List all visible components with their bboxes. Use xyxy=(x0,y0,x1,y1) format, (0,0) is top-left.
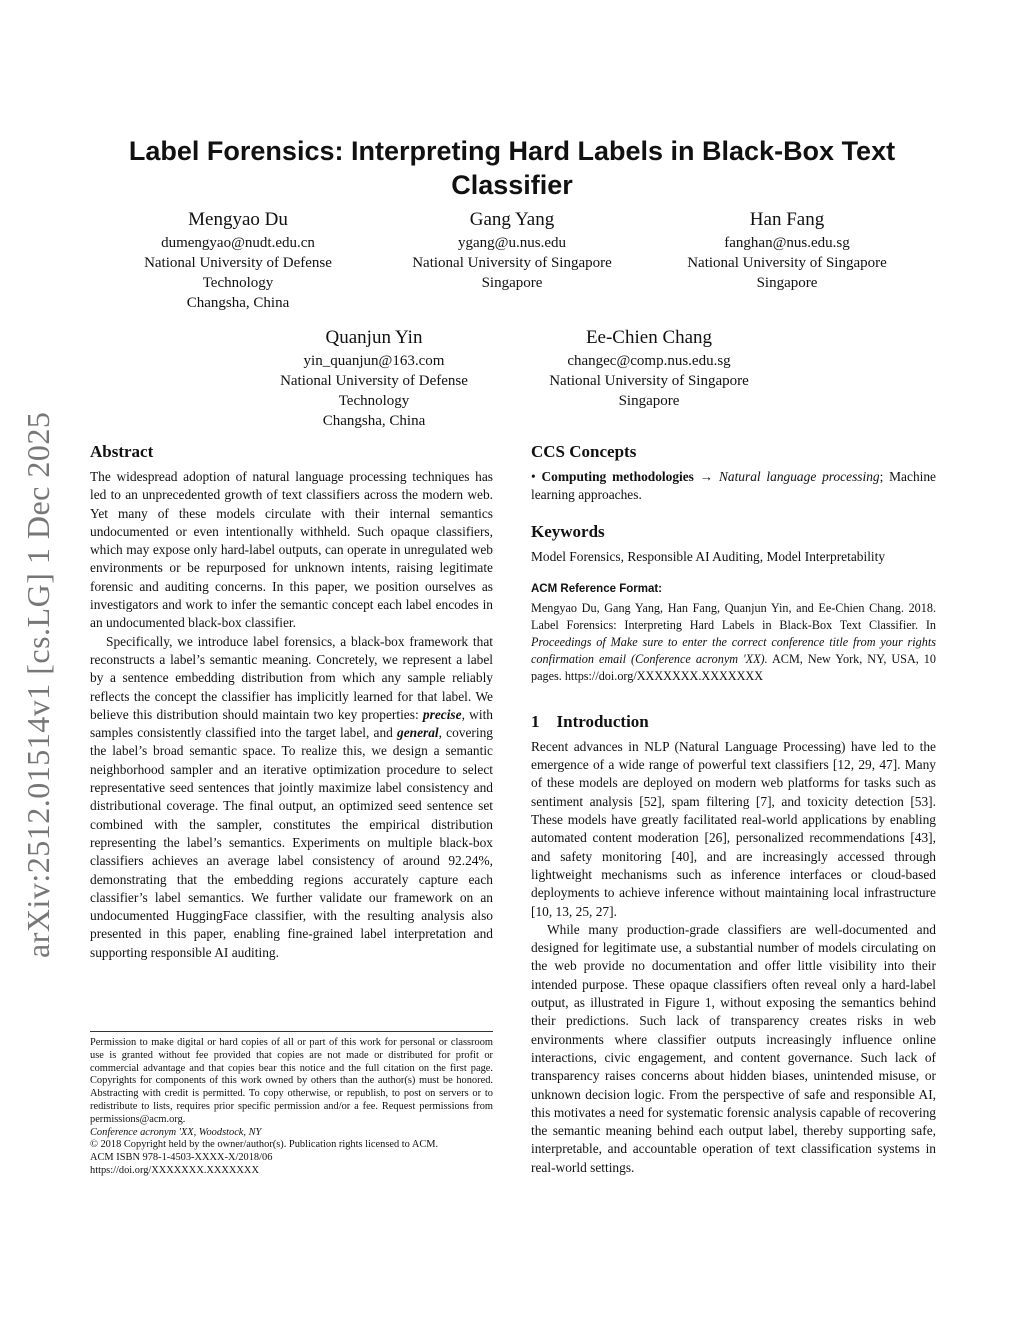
author-affiliation: National University of Singapore xyxy=(687,255,887,271)
bullet: • xyxy=(531,469,542,484)
reference-text xyxy=(531,600,936,685)
author-location: Singapore xyxy=(481,275,543,291)
author-block xyxy=(530,326,768,411)
reference-section xyxy=(531,582,936,685)
author-block xyxy=(258,326,490,431)
author-affiliation: National University of Defense Technology xyxy=(280,373,468,409)
reference-proceedings: Proceedings of Make sure to enter the correct conference title from your rights confirmation email (Conference acronym 'XX). xyxy=(531,634,936,666)
keywords-section xyxy=(531,521,936,566)
author-email: fanghan@nus.edu.sg xyxy=(724,235,850,251)
abstract-heading: Abstract xyxy=(90,442,154,461)
author-email: dumengyao@nudt.edu.cn xyxy=(161,235,315,251)
conference-line xyxy=(90,1127,493,1140)
introduction-heading: 1 Introduction xyxy=(531,711,649,731)
author-block xyxy=(668,208,906,293)
author-location: Singapore xyxy=(756,275,818,291)
reference-heading: ACM Reference Format: xyxy=(531,582,662,595)
author-location: Changsha, China xyxy=(186,295,290,311)
copyright-footnote xyxy=(90,1031,493,1178)
abstract-text: , with samples consistently classified into the target label, and xyxy=(90,706,493,741)
author-name: Quanjun Yin xyxy=(325,327,423,348)
emphasis-general: general xyxy=(397,725,439,741)
abstract-text: Specifically, we introduce label forensics, a black-box framework that reconstructs a label’s semantic meaning. Concretely, we represent a label by a sentence embedding distribution from which any sample reliably reflects the concept the classifier has implicitly learned for that label. We believe this distribution should maintain two key properties: xyxy=(90,633,493,722)
left-column xyxy=(90,441,493,962)
isbn-line: ACM ISBN 978-1-4503-XXXX-X/2018/06 xyxy=(90,1152,273,1164)
permission-notice: Permission to make digital or hard copies of all or part of this work for personal or classroom use is granted without fee provided that copies are not made or distributed for profit or commercial advantage and that copies bear this notice and the full citation on the first page. Copyrights for components of this work owned by others than the author(s) must be honored. Abstracting with credit is permitted. To copy otherwise, or republish, to post on servers or to redistribute to lists, requires prior specific permission and/or a fee. Request permissions from permissions@acm.org. xyxy=(90,1037,493,1125)
ccs-subcategory: Natural language processing xyxy=(718,469,880,484)
ccs-section xyxy=(531,441,936,505)
author-email: changec@comp.nus.edu.sg xyxy=(567,353,731,369)
right-column xyxy=(531,441,936,1177)
conference-name: Conference acronym 'XX, Woodstock, NY xyxy=(90,1126,262,1138)
keywords-heading: Keywords xyxy=(531,521,605,541)
keywords-text: Model Forensics, Responsible AI Auditing, Model Interpretability xyxy=(531,548,886,564)
intro-paragraph: While many production-grade classifiers are well-documented and designed for legitimate use, a substantial number of models circulating on the web provide no documentation and offer little visibility into their intended purpose. These opaque classifiers often reveal only a hard-label output, as illustrated in Figure 1, without exposing the semantics behind their predictions. Such lack of transparency creates risks in web environments where classifier outputs increasingly influence online interactions, civic engagement, and content governance. Such lack of transparency raises concerns about hidden biases, unintended misuse, or unknown decision logic. From the perspective of safe and responsible AI, this motivates a need for systematic forensic analysis capable of recovering the semantic meaning behind each output label, thereby supporting safe, interpretable, and accountable operation of text classification systems in real-world settings. xyxy=(531,921,936,1175)
author-affiliation: National University of Defense Technology xyxy=(144,255,332,291)
abstract-text: , covering the label’s broad semantic space. To realize this, we design a semantic neighborhood sampler and an iterative optimization procedure to select representative seed sentences that jointly maximize label consistency and distributional coverage. The final output, an optimized seed sentence set combined with the sampler, constitutes the empirical distribution representing the label’s semantics. Experiments on multiple black-box classifiers achieves an average label consistency of around 92.24%, demonstrating that the embedding regions accurately capture each classifier’s label semantics. We further validate our framework on an undocumented HuggingFace classifier, with the resulting analysis also presented in this paper, enabling fine-grained label interpretation and supporting responsible AI auditing. xyxy=(90,725,493,960)
author-block xyxy=(120,208,356,313)
arxiv-stamp: arXiv:2512.01514v1 [cs.LG] 1 Dec 2025 xyxy=(20,411,56,958)
author-location: Singapore xyxy=(618,393,680,409)
abstract-paragraph xyxy=(90,633,493,962)
author-affiliation: National University of Singapore xyxy=(549,373,749,389)
reference-part: ACM, New York, NY, USA, 10 pages. https://doi.org/XXXXXXX.XXXXXXX xyxy=(531,651,936,683)
author-name: Mengyao Du xyxy=(188,209,288,230)
author-name: Gang Yang xyxy=(469,209,555,230)
doi-line: https://doi.org/XXXXXXX.XXXXXXX xyxy=(90,1164,259,1176)
author-location: Changsha, China xyxy=(322,413,426,429)
author-block xyxy=(396,208,628,293)
ccs-text xyxy=(531,468,936,505)
paper-title: Label Forensics: Interpreting Hard Labels in Black-Box Text Classifier xyxy=(128,136,896,200)
author-name: Han Fang xyxy=(749,209,825,230)
ccs-category: Computing methodologies xyxy=(541,469,694,484)
emphasis-precise: precise xyxy=(422,706,462,722)
author-email: yin_quanjun@163.com xyxy=(303,353,445,369)
author-name: Ee-Chien Chang xyxy=(585,327,713,348)
reference-part: Mengyao Du, Gang Yang, Han Fang, Quanjun Yin, and Ee-Chien Chang. 2018. Label Forensics: Interpreting Hard Labels in Black-Box Text Classifier. In xyxy=(531,600,936,632)
intro-paragraph: Recent advances in NLP (Natural Language Processing) have led to the emergence of a wide range of powerful text classifiers [12, 29, 47]. Many of these models are deployed on modern web platforms for tasks such as sentiment analysis [52], spam filtering [7], and toxicity detection [53]. These models have greatly facilitated real-world applications by enabling automated content moderation [26], personalized recommendations [43], and safety monitoring [40], and are increasingly accessed through lightweight mechanisms such as inference interfaces or cloud-based deployments to achieve inference without maintaining local infrastructure [10, 13, 25, 27]. xyxy=(531,738,936,919)
introduction-section xyxy=(531,711,936,1177)
copyright-line: © 2018 Copyright held by the owner/author(s). Publication rights licensed to ACM. xyxy=(90,1139,439,1151)
abstract-paragraph: The widespread adoption of natural language processing techniques has led to an unprecedented growth of text classifiers across the modern web. Yet many of these models circulate with their internal semantics undocumented or even intentionally withheld. Such opaque classifiers, which may expose only hard-label outputs, can operate in unregulated web environments or be repurposed for unknown intents, raising legitimate forensic and auditing concerns. In this paper, we position ourselves as investigators and work to infer the semantic concept each label encodes in an undocumented black-box classifier. xyxy=(90,469,493,631)
author-email: ygang@u.nus.edu xyxy=(458,235,566,251)
ccs-rest: ; Machine learning approaches. xyxy=(531,469,936,503)
author-affiliation: National University of Singapore xyxy=(412,255,612,271)
arrow: → xyxy=(693,469,719,484)
ccs-heading: CCS Concepts xyxy=(531,442,637,461)
